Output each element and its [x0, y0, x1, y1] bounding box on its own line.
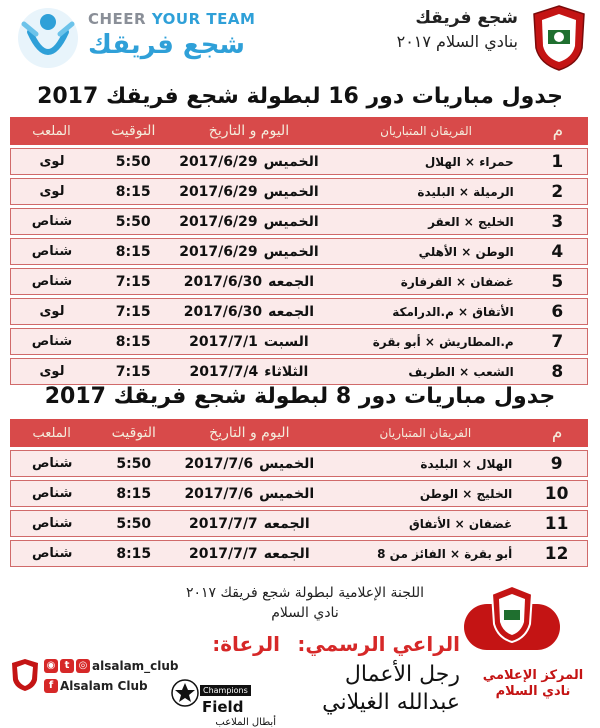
match-number: 1 — [528, 148, 588, 175]
cheer-english-title: CHEER YOUR TEAM — [88, 10, 256, 28]
match-date-value: 2017/7/4 — [189, 363, 259, 380]
col-header-number: م — [528, 117, 588, 145]
match-date — [173, 328, 324, 355]
match-teams: غضفان × الأتفاق — [324, 510, 526, 537]
match-date-value: 2017/7/6 — [184, 455, 254, 472]
col-header-number: م — [526, 419, 588, 447]
match-time: 7:15 — [93, 358, 173, 385]
table-row — [10, 510, 588, 537]
match-teams: حمراء × الهلال — [324, 148, 527, 175]
match-day: السبت — [263, 333, 309, 350]
match-venue: لوى — [10, 178, 93, 205]
match-time: 7:15 — [93, 268, 173, 295]
match-day: الجمعه — [263, 515, 310, 532]
match-number: 6 — [528, 298, 588, 325]
match-date-value: 2017/6/29 — [179, 153, 258, 170]
match-teams: الهلال × البليدة — [324, 450, 526, 477]
social-handle-row[interactable] — [44, 656, 194, 676]
match-date — [173, 268, 324, 295]
club-line-1: شجع فريقك — [415, 8, 518, 28]
match-venue: شناص — [10, 208, 93, 235]
match-number: 3 — [528, 208, 588, 235]
match-date — [173, 358, 324, 385]
match-teams: غضفان × الفرفارة — [324, 268, 527, 295]
instagram-icon: ◎ — [76, 659, 90, 673]
sponsor-line-1: رجل الأعمال — [344, 662, 460, 687]
match-number: 2 — [528, 178, 588, 205]
match-day: الخميس — [263, 243, 319, 260]
sponsor-line-2: عبدالله الغيلاني — [322, 690, 460, 715]
match-date — [174, 540, 324, 567]
committee-line-1: اللجنة الإعلامية لبطولة شجع فريقك ٢٠١٧ — [185, 585, 425, 601]
club-line-2: بنادي السلام ٢٠١٧ — [396, 32, 518, 51]
round8-table — [10, 416, 588, 570]
snapchat-icon: ◉ — [44, 659, 58, 673]
match-date — [173, 178, 324, 205]
match-number: 9 — [526, 450, 588, 477]
match-number: 8 — [528, 358, 588, 385]
match-teams: الرميلة × البليدة — [324, 178, 527, 205]
media-center-label — [478, 668, 588, 700]
match-time: 5:50 — [93, 510, 174, 537]
media-center-line-2: نادي السلام — [495, 684, 571, 699]
match-time: 8:15 — [93, 238, 173, 265]
match-date — [174, 480, 324, 507]
round16-table — [10, 114, 588, 388]
field-top-label: Champions — [200, 685, 251, 696]
match-venue: لوى — [10, 358, 93, 385]
match-number: 12 — [526, 540, 588, 567]
match-venue: شناص — [10, 540, 93, 567]
match-venue: شناص — [10, 268, 93, 295]
col-header-teams: الفريقان المتباريان — [324, 419, 526, 447]
col-header-date: اليوم و التاريخ — [173, 117, 324, 145]
table-row — [10, 450, 588, 477]
cheer-arabic-title: شجع فريقك — [88, 30, 246, 60]
match-time: 5:50 — [93, 450, 174, 477]
match-date — [173, 148, 324, 175]
match-venue: شناص — [10, 328, 93, 355]
match-date-value: 2017/6/30 — [183, 303, 263, 320]
match-time: 5:50 — [93, 148, 173, 175]
col-header-venue: الملعب — [10, 419, 93, 447]
match-teams: الشعب × الطريف — [324, 358, 527, 385]
match-day: الثلاثاء — [264, 363, 309, 380]
match-date-value: 2017/6/29 — [179, 213, 258, 230]
match-date-value: 2017/7/7 — [189, 545, 258, 562]
table-row — [10, 480, 588, 507]
champions-league-ball-icon — [170, 678, 200, 708]
media-center-line-1: المركز الإعلامي — [482, 668, 584, 683]
match-day: الجمعه — [268, 303, 315, 320]
field-arabic: أبطال الملاعب — [215, 717, 276, 728]
col-header-teams: الفريقان المتباريان — [324, 117, 527, 145]
match-date-value: 2017/6/29 — [179, 243, 258, 260]
social-handle: alsalam_club — [92, 659, 179, 673]
match-date-value: 2017/7/7 — [189, 515, 258, 532]
col-header-time: التوقيت — [93, 419, 174, 447]
match-number: 4 — [528, 238, 588, 265]
committee-line-2: نادي السلام — [271, 605, 339, 621]
match-day: الخميس — [259, 485, 315, 502]
table-row — [10, 268, 588, 295]
col-header-venue: الملعب — [10, 117, 93, 145]
match-teams: أبو بقرة × الفائز من 8 — [324, 540, 526, 567]
match-date-value: 2017/6/29 — [179, 183, 258, 200]
match-day: الجمعه — [263, 545, 310, 562]
match-teams: م.المطاريش × أبو بقرة — [324, 328, 527, 355]
facebook-icon: f — [44, 679, 58, 693]
match-date — [173, 298, 324, 325]
table-row — [10, 148, 588, 175]
match-venue: شناص — [10, 510, 93, 537]
match-number: 5 — [528, 268, 588, 295]
match-day: الخميس — [263, 183, 319, 200]
col-header-time: التوقيت — [93, 117, 173, 145]
match-teams: الوطن × الأهلي — [324, 238, 527, 265]
club-heading — [397, 8, 518, 51]
match-day: الخميس — [263, 213, 319, 230]
match-number: 7 — [528, 328, 588, 355]
media-committee-credit — [150, 583, 460, 623]
mascot-icon — [18, 8, 78, 68]
match-date — [174, 450, 324, 477]
table-header-row — [10, 419, 588, 447]
table-row — [10, 238, 588, 265]
match-time: 7:15 — [93, 298, 173, 325]
match-venue: شناص — [10, 238, 93, 265]
club-small-crest-icon — [10, 658, 40, 692]
social-name: Alsalam Club — [60, 679, 148, 693]
match-venue: شناص — [10, 480, 93, 507]
table-header-row — [10, 117, 588, 145]
sponsors-label: الرعاة: — [212, 632, 280, 656]
table-row — [10, 208, 588, 235]
field-word: Field — [202, 698, 244, 716]
match-day: الجمعه — [268, 273, 315, 290]
match-time: 5:50 — [93, 208, 173, 235]
match-teams: الأتفاق × م.الدرامكة — [324, 298, 527, 325]
match-date — [173, 238, 324, 265]
table-row — [10, 540, 588, 567]
match-number: 11 — [526, 510, 588, 537]
table-row — [10, 358, 588, 385]
match-number: 10 — [526, 480, 588, 507]
match-day: الخميس — [259, 455, 315, 472]
champions-field-logo — [200, 678, 276, 728]
table-row — [10, 178, 588, 205]
match-venue: لوى — [10, 298, 93, 325]
match-date-value: 2017/6/30 — [183, 273, 263, 290]
match-teams: الخليج × الوطن — [324, 480, 526, 507]
page-header — [0, 0, 600, 80]
match-day: الخميس — [263, 153, 319, 170]
table-row — [10, 328, 588, 355]
match-date — [174, 510, 324, 537]
match-venue: شناص — [10, 450, 93, 477]
match-time: 8:15 — [93, 480, 174, 507]
match-date-value: 2017/7/6 — [184, 485, 254, 502]
match-date — [173, 208, 324, 235]
match-teams: الخليج × العقر — [324, 208, 527, 235]
match-time: 8:15 — [93, 540, 174, 567]
col-header-date: اليوم و التاريخ — [174, 419, 324, 447]
match-time: 8:15 — [93, 178, 173, 205]
media-center-logo-icon — [462, 584, 562, 654]
official-sponsor-label: الراعي الرسمي: — [297, 632, 460, 656]
twitter-icon: t — [60, 659, 74, 673]
round16-title: جدول مباريات دور 16 لبطولة شجع فريقك 2017 — [37, 84, 563, 109]
round8-title: جدول مباريات دور 8 لبطولة شجع فريقك 2017 — [44, 384, 556, 409]
match-time: 8:15 — [93, 328, 173, 355]
table-row — [10, 298, 588, 325]
match-date-value: 2017/7/1 — [189, 333, 258, 350]
match-venue: لوى — [10, 148, 93, 175]
alsalam-club-crest-icon — [530, 4, 588, 72]
